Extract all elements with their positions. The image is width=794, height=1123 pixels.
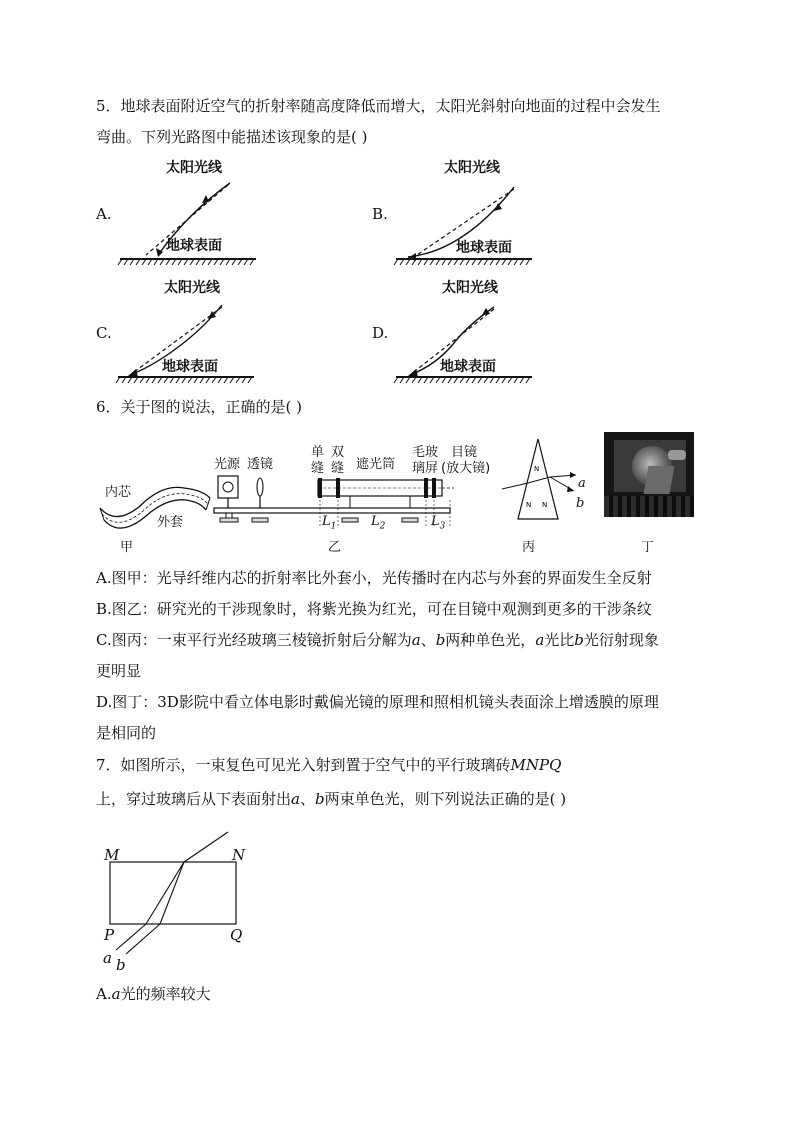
curved-ray: [158, 183, 230, 255]
q5-a-ray-label: 太阳光线: [166, 160, 222, 176]
exit-ray-a: [116, 924, 146, 950]
fiber-outer-label: 外套: [157, 515, 184, 530]
single-slit-label-2: 缝: [311, 461, 325, 476]
q5-option-a-label: A.: [96, 205, 112, 223]
q5-b-ray-label: 太阳光线: [444, 160, 500, 176]
double-slit-label-2: 缝: [331, 461, 345, 476]
exit-ray-b: [126, 924, 160, 954]
q5-d-ground-label: 地球表面: [440, 359, 496, 375]
refracted-ray-a: [146, 862, 184, 924]
ray-b-label: b: [116, 956, 126, 974]
eyepiece-label-2: (放大镜): [441, 461, 491, 476]
glass-slab: [110, 862, 236, 924]
svg-text:N: N: [542, 501, 548, 509]
q6-figure-ding-cinema-photo: [604, 432, 694, 517]
prism-ray-b-label: b: [576, 496, 585, 511]
length-l3-label: $L_3$: [431, 514, 446, 532]
q6-option-c-line2: 更明显: [96, 662, 142, 680]
length-l1-label: $L_1$: [322, 514, 337, 532]
slab-corner-q: Q: [230, 926, 243, 944]
q7-glass-slab-diagram: [100, 830, 250, 970]
q5-option-d-diagram: [394, 295, 534, 387]
q5-option-c-label: C.: [96, 324, 112, 342]
incident-ray: [184, 832, 228, 862]
q5-c-ray-label: 太阳光线: [164, 280, 220, 296]
q7-stem-line1: 7．如图所示，一束复色可见光入射到置于空气中的平行玻璃砖MNPQ: [96, 756, 562, 774]
screen-label-2: 璃屏: [412, 461, 439, 476]
single-slit-label-1: 单: [311, 445, 325, 460]
q5-option-a-diagram: [118, 175, 258, 267]
refracted-ray-b: [160, 862, 184, 924]
slab-corner-p: P: [104, 926, 115, 944]
q5-stem-line2: 弯曲。下列光路图中能描述该现象的是( ): [96, 128, 368, 146]
length-l2-label: $L_2$: [371, 514, 386, 532]
double-slit-label-1: 双: [331, 445, 345, 460]
q6-option-c-line1: C.图丙：一束平行光经玻璃三棱镜折射后分解为a、b两种单色光，a光比b光衍射现象: [96, 631, 659, 649]
prism-ray-a-label: a: [578, 476, 586, 491]
q6-option-a: A.图甲：光导纤维内芯的折射率比外套小，光传播时在内芯与外套的界面发生全反射: [96, 569, 652, 587]
fiber-inner-label: 内芯: [105, 485, 132, 500]
fig-jia-caption: 甲: [120, 540, 134, 555]
q6-option-b: B.图乙：研究光的干涉现象时，将紫光换为红光，可在目镜中观测到更多的干涉条纹: [96, 600, 652, 618]
fig-ding-caption: 丁: [641, 540, 655, 555]
q5-a-ground-label: 地球表面: [166, 238, 222, 254]
q5-stem-line1: 5．地球表面附近空气的折射率随高度降低而增大，太阳光斜射向地面的过程中会发生: [96, 97, 661, 115]
q6-stem: 6．关于图的说法，正确的是( ): [96, 398, 303, 416]
q7-option-a: A.a光的频率较大: [96, 985, 211, 1003]
q5-option-b-label: B.: [372, 205, 388, 223]
q5-c-ground-label: 地球表面: [162, 359, 218, 375]
tube-label: 遮光筒: [356, 457, 396, 472]
fig-yi-caption: 乙: [328, 540, 342, 555]
lens-label: 透镜: [247, 457, 274, 472]
q5-b-ground-label: 地球表面: [456, 240, 512, 256]
q5-option-b-diagram: [394, 175, 534, 267]
slab-corner-m: M: [104, 846, 120, 864]
q5-option-d-label: D.: [372, 324, 389, 342]
light-source-label: 光源: [214, 457, 241, 472]
ray-a-label: a: [103, 949, 112, 967]
svg-text:N: N: [526, 501, 532, 509]
svg-text:N: N: [534, 465, 540, 473]
q5-option-c-diagram: [116, 295, 256, 387]
slab-corner-n: N: [232, 846, 246, 864]
screen-label-1: 毛玻: [412, 445, 439, 460]
q6-option-d-line1: D.图丁：3D影院中看立体电影时戴偏光镜的原理和照相机镜头表面涂上增透膜的原理: [96, 693, 659, 711]
q7-stem-line2: 上，穿过玻璃后从下表面射出a、b两束单色光，则下列说法正确的是( ): [96, 790, 567, 808]
q5-d-ray-label: 太阳光线: [442, 280, 498, 296]
eyepiece-label-1: 目镜: [451, 445, 478, 460]
fig-bing-caption: 丙: [522, 540, 536, 555]
q6-option-d-line2: 是相同的: [96, 724, 157, 742]
